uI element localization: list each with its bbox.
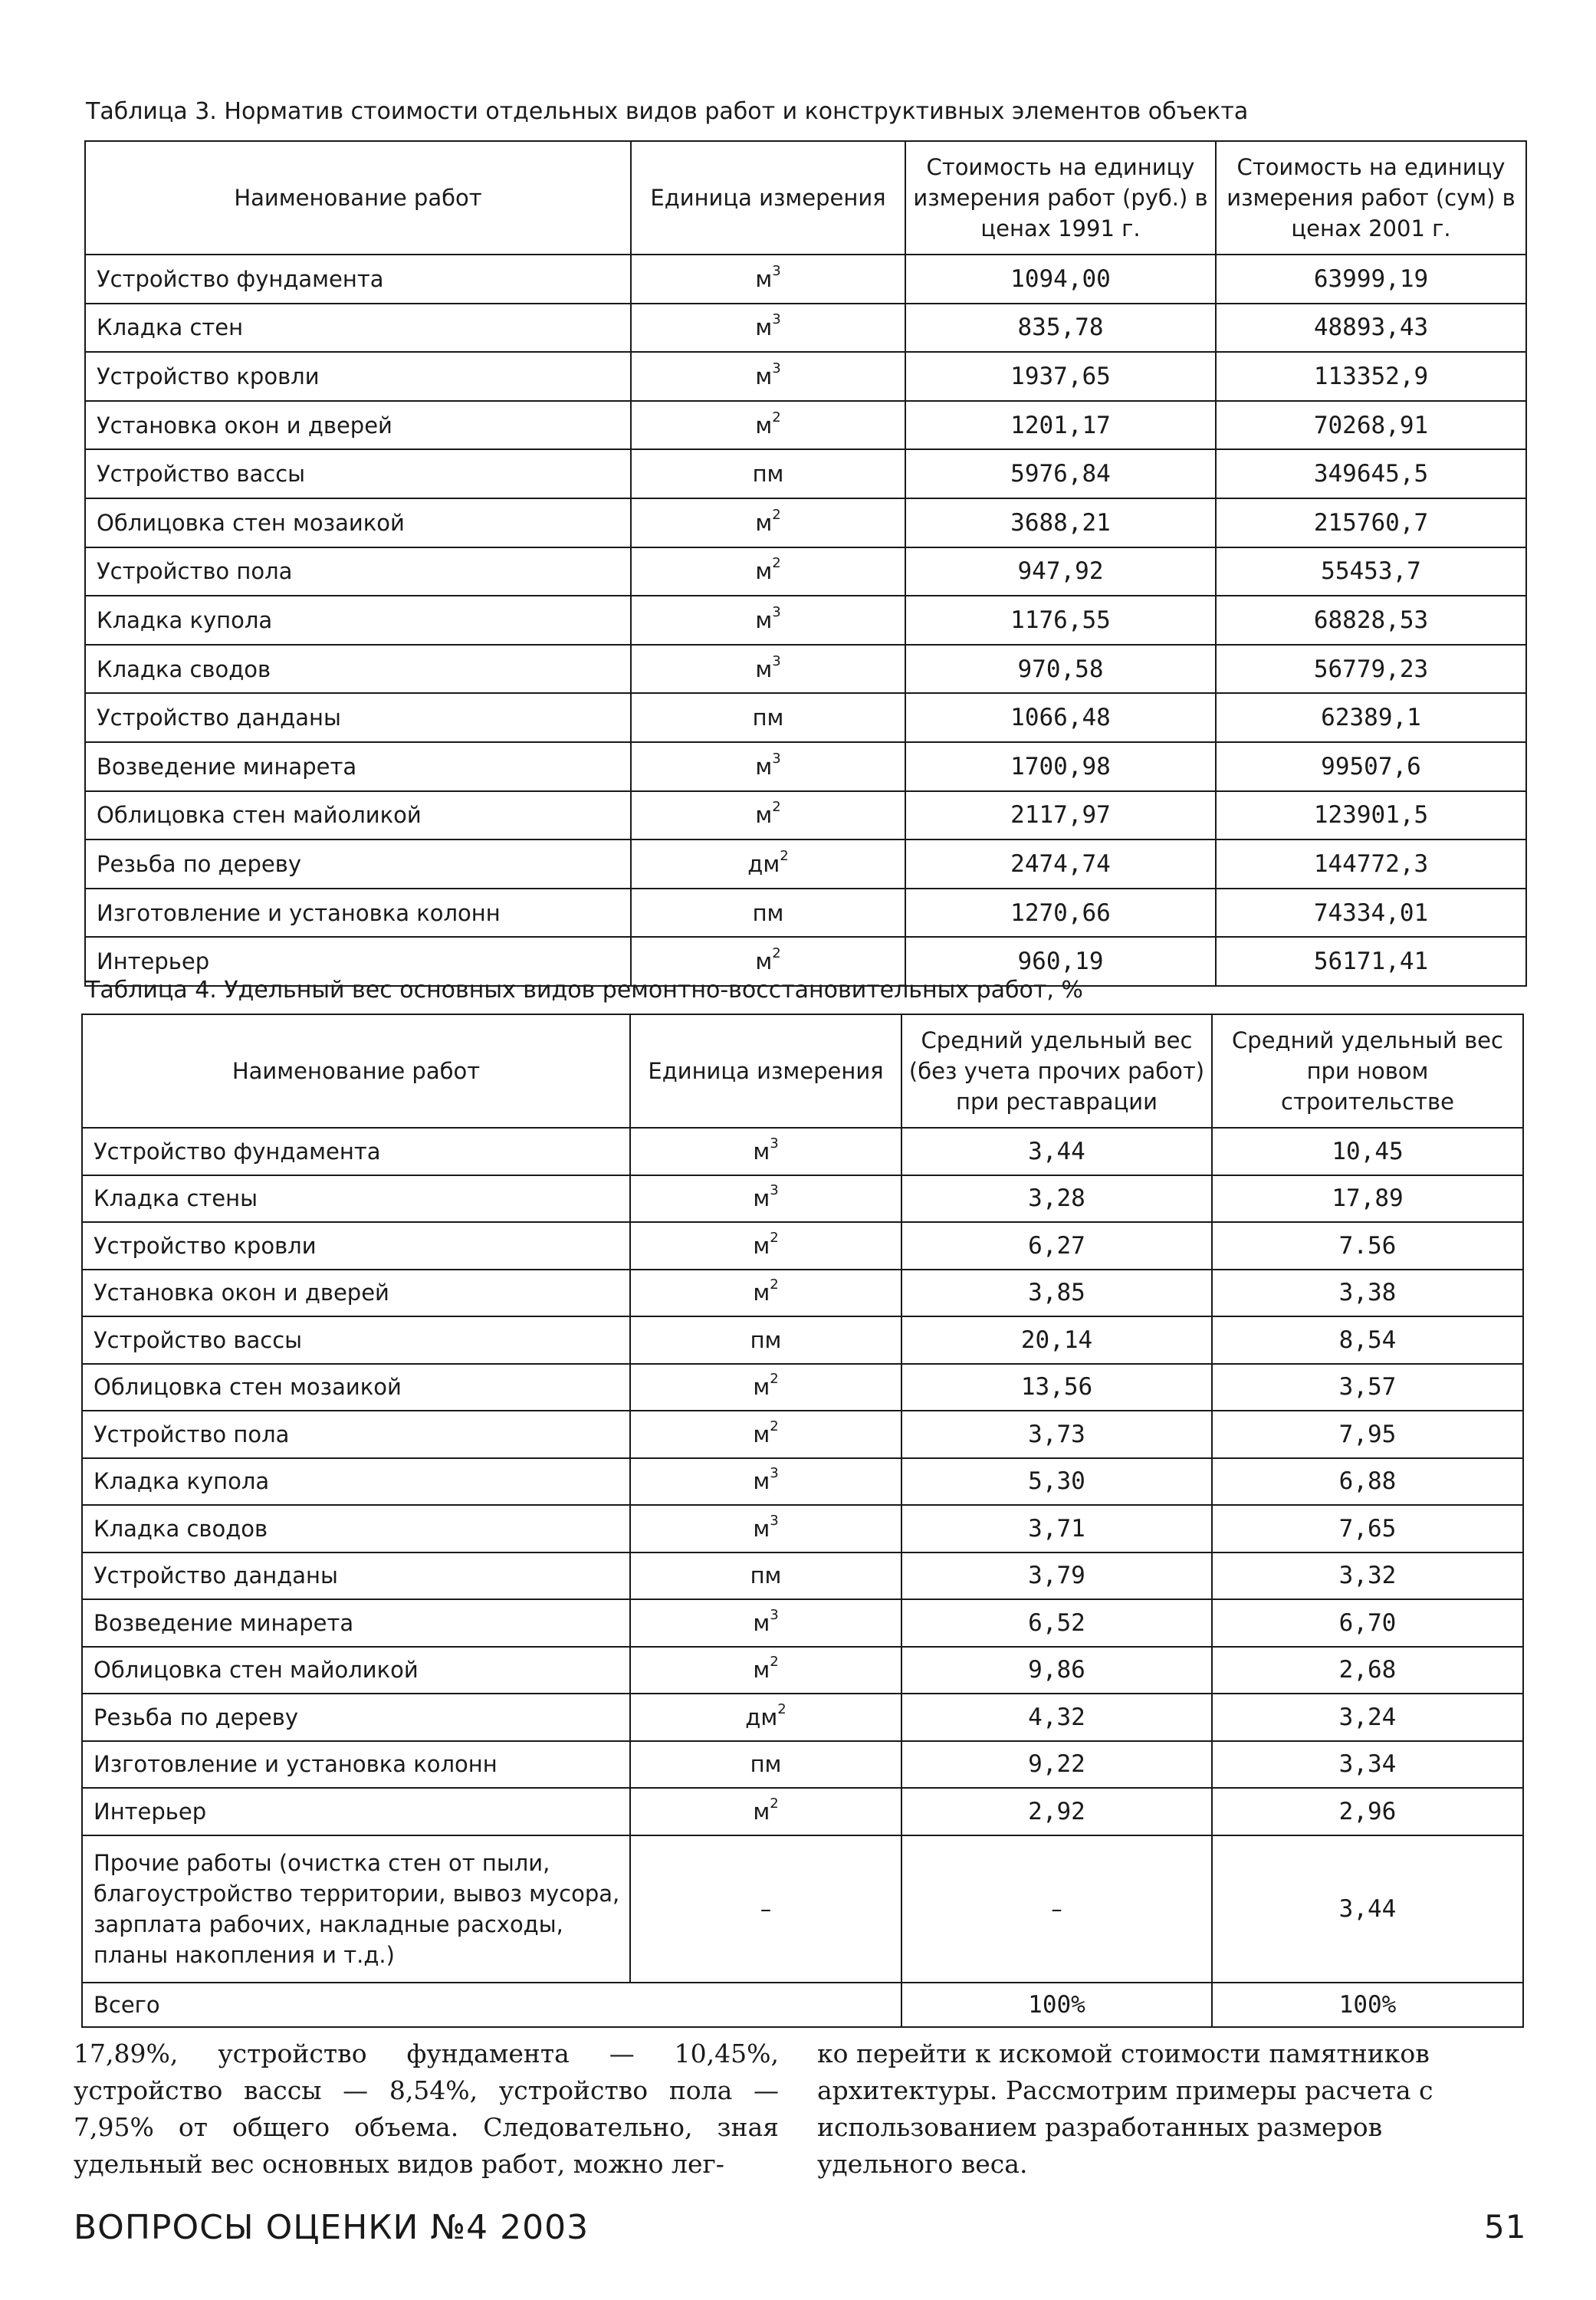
table4-other-row [82,1835,1523,1983]
table4-cell-unit: $дм^2$ [630,1694,901,1741]
table3-cell-unit: $м^2$ [631,791,905,840]
table3-cell-value: 960,19 [905,937,1216,986]
table4-cell-unit: пм [630,1316,901,1364]
table3-cell-value: 1176,55 [905,596,1216,645]
table4-cell-unit: $м^3$ [630,1599,901,1647]
table4-cell-name: Облицовка стен мозаикой [82,1364,630,1411]
table4-cell-unit: $м^2$ [630,1270,901,1317]
table3-row [85,645,1526,694]
journal-footer: ВОПРОСЫ ОЦЕНКИ №4 2003 [74,2208,589,2247]
table3-cell-value: 1094,00 [905,255,1216,304]
table3-cell-unit: $м^2$ [631,498,905,547]
table3-cell-unit: $м^2$ [631,401,905,450]
table3-row [85,693,1526,742]
table3-cell-unit: $м^3$ [631,645,905,694]
table4-cell-value: 2,68 [1212,1647,1523,1694]
table3-cell-name: Интерьер [85,937,631,986]
table3-cell-value: 2117,97 [905,791,1216,840]
table4-cell-unit: $м^2$ [630,1364,901,1411]
table4-row [82,1270,1523,1317]
table4-cell-value: 3,32 [1212,1552,1523,1600]
table4-cell-value: 3,57 [1212,1364,1523,1411]
table4-cell-value: 7.56 [1212,1222,1523,1270]
table4-cell-name: Возведение минарета [82,1599,630,1647]
table4-row [82,1741,1523,1789]
table4-cell-value: 3,38 [1212,1270,1523,1317]
table3-cell-value: 62389,1 [1216,693,1526,742]
table4-cell-value: 8,54 [1212,1316,1523,1364]
table4-row [82,1505,1523,1552]
table4-other-new: 3,44 [1212,1835,1523,1983]
table4-cell-name: Кладка купола [82,1458,630,1506]
table4-cell-name: Установка окон и дверей [82,1270,630,1317]
table3-cell-unit: пм [631,449,905,498]
table3-cell-value: 56779,23 [1216,645,1526,694]
body-text-left: 17,89%, устройство фундамента — 10,45%, устройство вассы — 8,54%, устройство пола — 7,95% от общего объема. Следовательно, зная удельный вес основных видов работ, можно лег- [74,2039,779,2179]
table4-cell-value: 9,86 [901,1647,1212,1694]
table4-row [82,1647,1523,1694]
table4-cell-value: 13,56 [901,1364,1212,1411]
table3-row [85,889,1526,938]
table3-row [85,742,1526,791]
table4-cell-value: 4,32 [901,1694,1212,1741]
table3-row [85,352,1526,401]
table4-cell-value: 7,95 [1212,1411,1523,1458]
table3-cell-name: Установка окон и дверей [85,401,631,450]
table3-cell-value: 48893,43 [1216,304,1526,353]
table3-cell-unit: $м^3$ [631,352,905,401]
table4-row [82,1128,1523,1175]
table4-cell-value: 17,89 [1212,1175,1523,1223]
table3-cell-value: 1270,66 [905,889,1216,938]
table4-header-restoration: Средний удельный вес (без учета прочих работ) при реставрации [901,1014,1212,1128]
table3-cell-unit: $м^2$ [631,937,905,986]
table4-row [82,1316,1523,1364]
table4-other-restoration: – [901,1835,1212,1983]
table3-cell-value: 970,58 [905,645,1216,694]
table4-cell-name: Кладка сводов [82,1505,630,1552]
table4-total-row [82,1983,1523,2027]
table4-cell-value: 20,14 [901,1316,1212,1364]
table3-cell-name: Кладка сводов [85,645,631,694]
table3-cell-name: Устройство фундамента [85,255,631,304]
table3-row [85,255,1526,304]
table4-header-unit: Единица измерения [630,1014,901,1128]
table3-row [85,401,1526,450]
table4-row [82,1788,1523,1835]
table4-header-row [82,1014,1523,1128]
table4-cell-unit: пм [630,1741,901,1789]
table3-cell-value: 1700,98 [905,742,1216,791]
table3-cell-value: 5976,84 [905,449,1216,498]
table3-cell-unit: $дм^2$ [631,840,905,889]
table3-row [85,547,1526,596]
table4-header-name: Наименование работ [82,1014,630,1128]
table4-cell-unit: $м^3$ [630,1128,901,1175]
table4-row [82,1411,1523,1458]
table4-total-label: Всего [82,1983,901,2027]
table3-cell-value: 113352,9 [1216,352,1526,401]
table3 [84,140,1527,987]
table3-cell-name: Устройство кровли [85,352,631,401]
table4-other-unit: – [630,1835,901,1983]
table3-row [85,304,1526,353]
table4-cell-value: 3,73 [901,1411,1212,1458]
table3-cell-unit: $м^3$ [631,255,905,304]
table3-cell-unit: пм [631,889,905,938]
table4-cell-name: Устройство вассы [82,1316,630,1364]
table4-cell-value: 6,52 [901,1599,1212,1647]
table3-cell-name: Кладка стен [85,304,631,353]
table3-row [85,791,1526,840]
table3-cell-name: Устройство пола [85,547,631,596]
table4-cell-value: 3,79 [901,1552,1212,1600]
table4-cell-value: 3,28 [901,1175,1212,1223]
table3-cell-unit: $м^2$ [631,547,905,596]
table4-cell-unit: $м^2$ [630,1222,901,1270]
table4-row [82,1458,1523,1506]
table4-cell-name: Резьба по дереву [82,1694,630,1741]
table3-header-unit: Единица измерения [631,141,905,255]
table3-cell-value: 56171,41 [1216,937,1526,986]
table3-row [85,449,1526,498]
table3-header-row [85,141,1526,255]
table3-cell-value: 74334,01 [1216,889,1526,938]
table4-cell-value: 3,34 [1212,1741,1523,1789]
table4-row [82,1552,1523,1600]
table3-row [85,498,1526,547]
table4-row [82,1222,1523,1270]
table3-caption: Таблица 3. Норматив стоимости отдельных видов работ и конструктивных элементов объекта [86,98,1249,125]
table4-cell-value: 3,85 [901,1270,1212,1317]
table4-cell-value: 3,24 [1212,1694,1523,1741]
table4-row [82,1364,1523,1411]
table4-cell-unit: $м^3$ [630,1458,901,1506]
table4-cell-name: Устройство кровли [82,1222,630,1270]
table3-row [85,596,1526,645]
table4-other-name: Прочие работы (очистка стен от пыли, благоустройство территории, вывоз мусора, зарплата рабочих, накладные расходы, планы накопления и т.д.) [82,1835,630,1983]
table4-cell-unit: $м^3$ [630,1175,901,1223]
table3-row [85,840,1526,889]
table4-cell-value: 6,70 [1212,1599,1523,1647]
table3-header-cost-1991: Стоимость на единицу измерения работ (руб.) в ценах 1991 г. [905,141,1216,255]
table4-caption: Таблица 4. Удельный вес основных видов ремонтно-восстановительных работ, % [86,977,1083,1004]
table3-cell-name: Облицовка стен майоликой [85,791,631,840]
table4-cell-name: Изготовление и установка колонн [82,1741,630,1789]
table4-cell-value: 2,92 [901,1788,1212,1835]
table4-row [82,1694,1523,1741]
table3-cell-name: Устройство вассы [85,449,631,498]
table3-cell-name: Устройство данданы [85,693,631,742]
table4-cell-unit: пм [630,1552,901,1600]
table3-cell-name: Изготовление и установка колонн [85,889,631,938]
table4-row [82,1175,1523,1223]
table4-cell-value: 10,45 [1212,1128,1523,1175]
table3-header-cost-2001: Стоимость на единицу измерения работ (сум) в ценах 2001 г. [1216,141,1526,255]
table4-cell-value: 5,30 [901,1458,1212,1506]
page-number: 51 [1484,2208,1527,2246]
table3-cell-value: 70268,91 [1216,401,1526,450]
table3-cell-name: Кладка купола [85,596,631,645]
table4-cell-name: Интерьер [82,1788,630,1835]
table4-cell-value: 6,27 [901,1222,1212,1270]
table3-cell-value: 99507,6 [1216,742,1526,791]
table4-cell-value: 6,88 [1212,1458,1523,1506]
table4-cell-value: 2,96 [1212,1788,1523,1835]
table3-cell-value: 2474,74 [905,840,1216,889]
table4-total-restoration: 100% [901,1983,1212,2027]
table4-cell-unit: $м^2$ [630,1411,901,1458]
table4-row [82,1599,1523,1647]
table3-cell-value: 144772,3 [1216,840,1526,889]
table3-cell-value: 123901,5 [1216,791,1526,840]
table4-header-new-construction: Средний удельный вес при новом строительстве [1212,1014,1523,1128]
table3-cell-value: 63999,19 [1216,255,1526,304]
table3-cell-value: 1937,65 [905,352,1216,401]
table3-cell-value: 1066,48 [905,693,1216,742]
table4-cell-name: Облицовка стен майоликой [82,1647,630,1694]
table4-cell-name: Кладка стены [82,1175,630,1223]
table3-header-name: Наименование работ [85,141,631,255]
table3-cell-unit: $м^3$ [631,742,905,791]
table3-cell-name: Резьба по дереву [85,840,631,889]
table3-cell-value: 947,92 [905,547,1216,596]
table3-cell-unit: $м^3$ [631,596,905,645]
table3-cell-value: 68828,53 [1216,596,1526,645]
table4 [81,1014,1524,2028]
table4-cell-unit: $м^2$ [630,1788,901,1835]
table3-cell-value: 835,78 [905,304,1216,353]
table3-cell-unit: пм [631,693,905,742]
table4-cell-value: 7,65 [1212,1505,1523,1552]
table4-cell-value: 9,22 [901,1741,1212,1789]
table3-cell-value: 55453,7 [1216,547,1526,596]
table4-cell-name: Устройство данданы [82,1552,630,1600]
table3-cell-unit: $м^3$ [631,304,905,353]
body-text-right: ко перейти к искомой стоимости памятников архитектуры. Рассмотрим примеры расчета с использованием разработанных размеров удельного веса. [817,2039,1433,2179]
table3-cell-name: Облицовка стен мозаикой [85,498,631,547]
table4-cell-unit: $м^3$ [630,1505,901,1552]
table3-cell-value: 215760,7 [1216,498,1526,547]
table4-cell-value: 3,44 [901,1128,1212,1175]
table4-cell-value: 3,71 [901,1505,1212,1552]
table3-cell-value: 1201,17 [905,401,1216,450]
table3-cell-value: 349645,5 [1216,449,1526,498]
table3-cell-value: 3688,21 [905,498,1216,547]
table4-total-new: 100% [1212,1983,1523,2027]
table4-cell-name: Устройство пола [82,1411,630,1458]
table4-cell-unit: $м^2$ [630,1647,901,1694]
table4-cell-name: Устройство фундамента [82,1128,630,1175]
table3-cell-name: Возведение минарета [85,742,631,791]
